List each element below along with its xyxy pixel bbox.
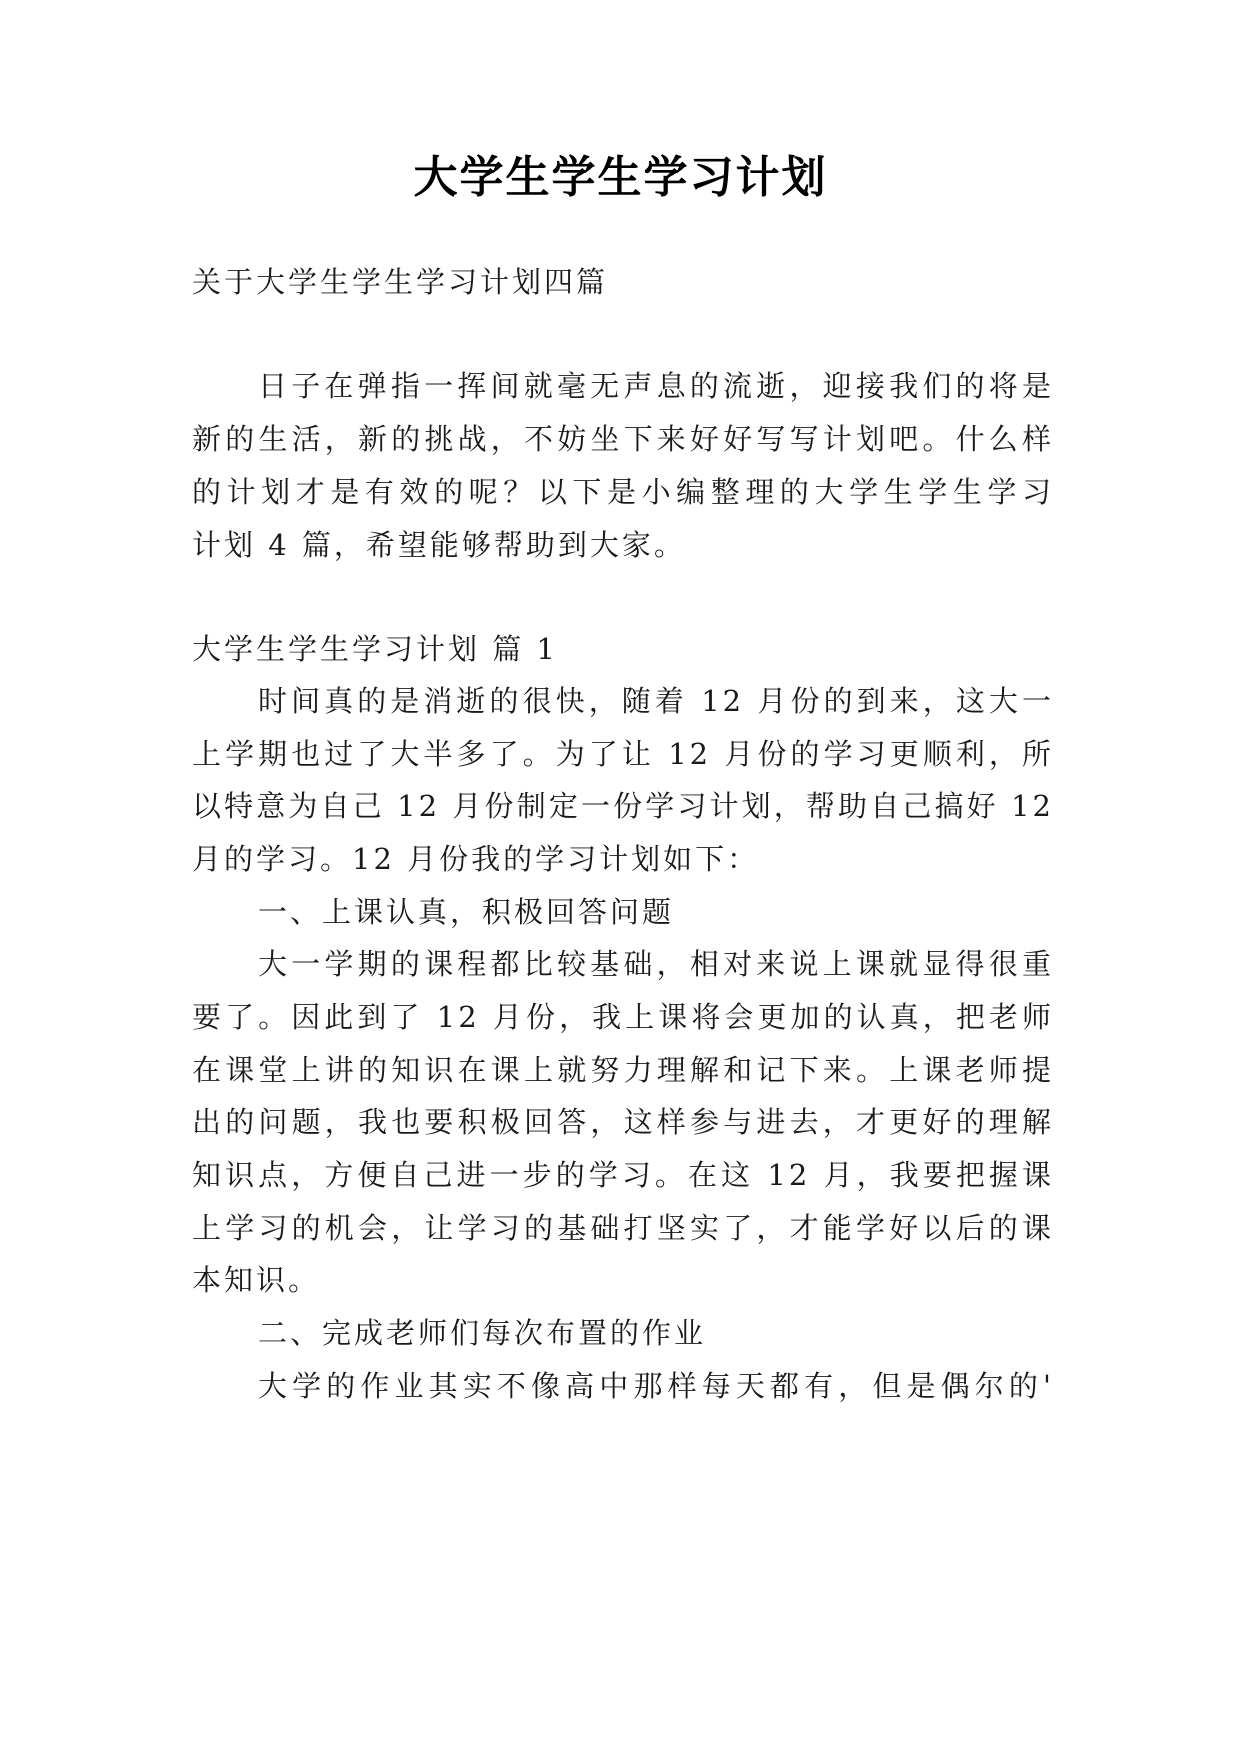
paragraph-line: 要了。因此到了 12 月份，我上课将会更加的认真，把老师 <box>192 1000 1054 1034</box>
section-heading: 大学生学生学习计划 篇 1 <box>192 632 558 666</box>
paragraph-line: 出的问题，我也要积极回答，这样参与进去，才更好的理解 <box>192 1105 1054 1139</box>
paragraph-line: 大学的作业其实不像高中那样每天都有，但是偶尔的' <box>258 1369 1054 1403</box>
paragraph-line: 大一学期的课程都比较基础，相对来说上课就显得很重 <box>258 947 1054 981</box>
paragraph-line: 日子在弹指一挥间就毫无声息的流逝，迎接我们的将是 <box>258 369 1054 403</box>
paragraph-line: 新的生活，新的挑战，不妨坐下来好好写写计划吧。什么样 <box>192 422 1054 456</box>
document-subtitle: 关于大学生学生学习计划四篇 <box>192 265 609 299</box>
document-title: 大学生学生学习计划 <box>413 152 828 203</box>
paragraph-line: 时间真的是消逝的很快，随着 12 月份的到来，这大一 <box>258 684 1054 718</box>
paragraph-line: 上学期也过了大半多了。为了让 12 月份的学习更顺利，所 <box>192 737 1054 771</box>
subheading: 一、上课认真，积极回答问题 <box>258 895 675 929</box>
paragraph-line: 上学习的机会，让学习的基础打坚实了，才能学好以后的课 <box>192 1211 1054 1245</box>
paragraph-line: 以特意为自己 12 月份制定一份学习计划，帮助自己搞好 12 <box>192 789 1054 823</box>
paragraph-line: 计划 4 篇，希望能够帮助到大家。 <box>192 528 686 562</box>
paragraph-line: 在课堂上讲的知识在课上就努力理解和记下来。上课老师提 <box>192 1053 1054 1087</box>
paragraph-line: 的计划才是有效的呢？以下是小编整理的大学生学生学习 <box>192 475 1054 509</box>
paragraph-line: 知识点，方便自己进一步的学习。在这 12 月，我要把握课 <box>192 1158 1054 1192</box>
paragraph-line: 月的学习。12 月份我的学习计划如下： <box>192 842 760 876</box>
paragraph-line: 本知识。 <box>192 1263 321 1297</box>
subheading: 二、完成老师们每次布置的作业 <box>258 1316 707 1350</box>
